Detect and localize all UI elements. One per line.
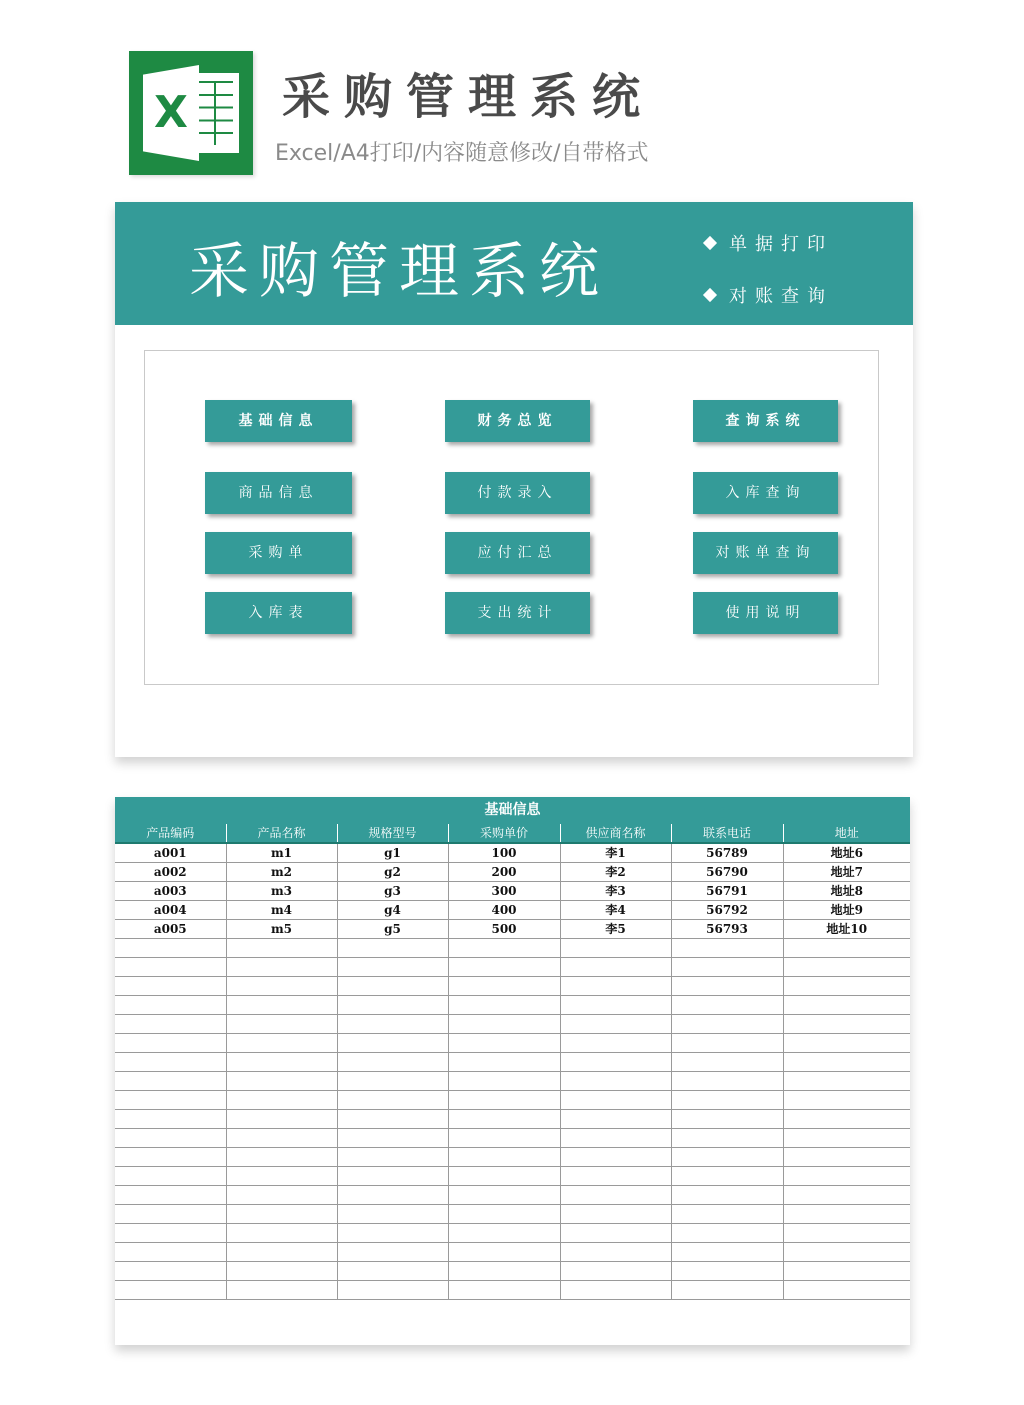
table-cell[interactable] [560,1186,671,1205]
column-header[interactable]: 规格型号 [337,824,448,843]
table-cell[interactable] [671,1053,783,1072]
table-cell[interactable]: 李1 [560,843,671,863]
table-cell[interactable] [560,1072,671,1091]
table-row-empty [115,1072,910,1091]
table-cell[interactable]: m3 [226,882,337,901]
table-cell[interactable] [448,1281,560,1300]
table-row-empty [115,1053,910,1072]
table-cell[interactable] [448,1091,560,1110]
table-cell[interactable] [671,1129,783,1148]
table-cell[interactable]: 地址7 [783,863,910,882]
table-cell[interactable] [671,1015,783,1034]
expense-statistics-button[interactable]: 支出统计 [445,592,590,634]
table-cell[interactable] [448,1186,560,1205]
table-cell[interactable] [337,1072,448,1091]
link-reconciliation-query[interactable] [705,282,833,308]
table-cell[interactable] [448,1167,560,1186]
table-cell[interactable] [671,1034,783,1053]
diamond-bullet-icon [703,288,717,302]
table-cell[interactable] [671,939,783,958]
column-header[interactable]: 地址 [783,824,910,843]
finance-overview-header-button[interactable]: 财务总览 [445,400,590,442]
table-cell[interactable] [337,958,448,977]
table-cell[interactable]: 56793 [671,920,783,939]
table-cell[interactable] [448,1224,560,1243]
product-info-button[interactable]: 商品信息 [205,472,352,514]
table-cell[interactable] [671,977,783,996]
table-cell[interactable] [448,1034,560,1053]
table-cell[interactable] [337,1167,448,1186]
table-cell[interactable] [226,1281,337,1300]
table-cell[interactable]: 56790 [671,863,783,882]
table-cell[interactable] [783,1186,910,1205]
table-cell[interactable] [226,1015,337,1034]
table-cell[interactable] [115,1167,226,1186]
table-cell[interactable] [115,1243,226,1262]
table-cell[interactable] [226,1243,337,1262]
table-row-empty [115,1129,910,1148]
table-cell[interactable] [671,996,783,1015]
table-cell[interactable]: 56791 [671,882,783,901]
table-cell[interactable] [337,1186,448,1205]
basic-info-header-button[interactable]: 基础信息 [205,400,352,442]
table-cell[interactable] [226,1129,337,1148]
table-cell[interactable] [337,1053,448,1072]
table-cell[interactable] [783,1281,910,1300]
table-cell[interactable]: 200 [448,863,560,882]
query-system-header-button[interactable]: 查询系统 [693,400,838,442]
table-cell[interactable] [226,1205,337,1224]
table-cell[interactable] [115,1072,226,1091]
sheet-title: 基础信息 [115,797,910,824]
payment-entry-button[interactable]: 付款录入 [445,472,590,514]
table-cell[interactable] [448,1262,560,1281]
table-row-empty [115,939,910,958]
basic-info-sheet [115,797,910,1345]
table-cell[interactable] [115,977,226,996]
table-cell[interactable]: 地址10 [783,920,910,939]
table-cell[interactable] [671,1167,783,1186]
table-cell[interactable]: 地址9 [783,901,910,920]
table-cell[interactable] [337,1129,448,1148]
table-row [115,882,910,901]
table-cell[interactable] [560,958,671,977]
table-cell[interactable] [115,1281,226,1300]
column-header[interactable]: 产品名称 [226,824,337,843]
table-cell[interactable] [448,1205,560,1224]
table-cell[interactable] [560,1129,671,1148]
table-row-empty [115,1034,910,1053]
column-header[interactable]: 供应商名称 [560,824,671,843]
table-cell[interactable] [337,1110,448,1129]
table-cell[interactable] [783,1129,910,1148]
table-cell[interactable] [337,1205,448,1224]
table-cell[interactable]: g2 [337,863,448,882]
table-cell[interactable]: a004 [115,901,226,920]
dashboard-banner [115,202,913,325]
table-cell[interactable] [115,1186,226,1205]
table-cell[interactable] [448,1129,560,1148]
table-cell[interactable] [448,958,560,977]
table-cell[interactable] [783,939,910,958]
table-cell[interactable] [226,1262,337,1281]
table-cell[interactable] [783,1262,910,1281]
table-cell[interactable] [783,1110,910,1129]
table-cell[interactable] [671,1110,783,1129]
table-cell[interactable] [560,1053,671,1072]
basic-info-table [115,824,910,1300]
table-cell[interactable] [560,1110,671,1129]
table-cell[interactable] [448,1015,560,1034]
table-cell[interactable]: a002 [115,863,226,882]
table-cell[interactable] [337,1148,448,1167]
table-cell[interactable] [226,1091,337,1110]
table-cell[interactable] [560,1148,671,1167]
table-cell[interactable] [671,1072,783,1091]
table-cell[interactable] [448,1072,560,1091]
table-cell[interactable] [783,1072,910,1091]
table-cell[interactable] [226,1186,337,1205]
table-cell[interactable] [560,1262,671,1281]
column-header[interactable]: 产品编码 [115,824,226,843]
table-cell[interactable]: g5 [337,920,448,939]
table-cell[interactable] [560,1091,671,1110]
table-cell[interactable] [671,1243,783,1262]
table-cell[interactable]: 56789 [671,843,783,863]
table-cell[interactable] [337,996,448,1015]
table-cell[interactable] [560,1167,671,1186]
table-cell[interactable]: 李2 [560,863,671,882]
table-row-empty [115,1281,910,1300]
table-cell[interactable] [226,1148,337,1167]
table-cell[interactable] [671,1281,783,1300]
table-cell[interactable] [115,1053,226,1072]
table-cell[interactable] [560,1224,671,1243]
table-cell[interactable] [783,1053,910,1072]
table-row-empty [115,1243,910,1262]
excel-x-letter: X [154,87,188,138]
table-row-empty [115,1262,910,1281]
table-cell[interactable] [783,996,910,1015]
table-row [115,843,910,863]
table-cell[interactable] [671,1148,783,1167]
table-cell[interactable] [783,1243,910,1262]
table-cell[interactable] [337,977,448,996]
dashboard-title: 采购管理系统 [189,237,609,307]
table-cell[interactable] [115,1148,226,1167]
diamond-bullet-icon [703,236,717,250]
table-cell[interactable]: m4 [226,901,337,920]
table-cell[interactable] [783,1148,910,1167]
table-row [115,901,910,920]
table-cell[interactable] [226,1072,337,1091]
table-cell[interactable]: m5 [226,920,337,939]
table-row-empty [115,996,910,1015]
table-cell[interactable]: 李3 [560,882,671,901]
excel-logo-icon [129,51,253,175]
table-row-empty [115,1224,910,1243]
table-cell[interactable] [560,1243,671,1262]
table-cell[interactable] [115,1091,226,1110]
table-cell[interactable]: 300 [448,882,560,901]
table-cell[interactable] [115,939,226,958]
table-cell[interactable] [115,1110,226,1129]
table-cell[interactable] [115,996,226,1015]
table-cell[interactable] [115,1129,226,1148]
table-cell[interactable] [115,1015,226,1034]
table-cell[interactable]: 100 [448,843,560,863]
table-row-empty [115,958,910,977]
table-cell[interactable] [783,1034,910,1053]
table-cell[interactable] [226,977,337,996]
statement-query-button[interactable]: 对账单查询 [693,532,838,574]
table-cell[interactable] [448,1148,560,1167]
table-cell[interactable] [671,1262,783,1281]
link-print-documents[interactable] [705,230,833,256]
table-cell[interactable] [448,977,560,996]
table-cell[interactable] [783,958,910,977]
table-cell[interactable]: a001 [115,843,226,863]
table-row [115,920,910,939]
table-cell[interactable] [783,1224,910,1243]
table-row [115,863,910,882]
table-cell[interactable] [783,977,910,996]
table-cell[interactable] [226,1053,337,1072]
table-row-empty [115,1167,910,1186]
table-cell[interactable]: 地址8 [783,882,910,901]
table-cell[interactable] [671,1186,783,1205]
table-header-row [115,824,910,843]
table-cell[interactable] [560,939,671,958]
table-cell[interactable]: g4 [337,901,448,920]
table-cell[interactable] [226,958,337,977]
table-cell[interactable] [560,1015,671,1034]
table-cell[interactable]: g3 [337,882,448,901]
table-row-empty [115,1110,910,1129]
table-cell[interactable]: a003 [115,882,226,901]
dashboard-panel [115,202,913,757]
table-cell[interactable] [226,1110,337,1129]
table-cell[interactable] [783,1205,910,1224]
table-cell[interactable] [448,939,560,958]
table-cell[interactable] [671,1091,783,1110]
table-cell[interactable]: 56792 [671,901,783,920]
table-row-empty [115,977,910,996]
table-cell[interactable]: m1 [226,843,337,863]
stock-in-table-button[interactable]: 入库表 [205,592,352,634]
table-cell[interactable] [226,996,337,1015]
table-cell[interactable] [783,1091,910,1110]
table-cell[interactable]: m2 [226,863,337,882]
table-cell[interactable] [115,1034,226,1053]
table-cell[interactable] [115,1224,226,1243]
column-header[interactable]: 采购单价 [448,824,560,843]
table-cell[interactable] [448,996,560,1015]
user-guide-button[interactable]: 使用说明 [693,592,838,634]
table-row-empty [115,1205,910,1224]
table-cell[interactable] [337,1281,448,1300]
table-cell[interactable]: 李5 [560,920,671,939]
column-header[interactable]: 联系电话 [671,824,783,843]
table-cell[interactable] [226,1167,337,1186]
table-cell[interactable] [783,1167,910,1186]
table-cell[interactable] [226,1224,337,1243]
table-cell[interactable] [560,996,671,1015]
table-cell[interactable]: 400 [448,901,560,920]
table-cell[interactable]: a005 [115,920,226,939]
table-cell[interactable] [337,1034,448,1053]
table-cell[interactable] [226,939,337,958]
table-cell[interactable] [448,1053,560,1072]
table-cell[interactable] [337,939,448,958]
table-cell[interactable] [337,1262,448,1281]
table-cell[interactable] [671,1224,783,1243]
table-cell[interactable] [783,1015,910,1034]
table-row-empty [115,1015,910,1034]
page-subtitle: Excel/A4打印/内容随意修改/自带格式 [275,141,649,166]
table-cell[interactable]: 李4 [560,901,671,920]
table-cell[interactable] [337,1243,448,1262]
table-cell[interactable] [448,1110,560,1129]
table-cell[interactable] [560,977,671,996]
table-cell[interactable] [115,1205,226,1224]
table-cell[interactable] [115,1262,226,1281]
table-row-empty [115,1148,910,1167]
table-cell[interactable]: 地址6 [783,843,910,863]
link-label: 单据打印 [729,234,833,255]
table-cell[interactable] [671,958,783,977]
table-cell[interactable] [448,1243,560,1262]
table-cell[interactable] [560,1034,671,1053]
table-cell[interactable] [115,958,226,977]
table-row-empty [115,1091,910,1110]
table-row-empty [115,1186,910,1205]
link-label: 对账查询 [729,286,833,307]
table-cell[interactable] [226,1034,337,1053]
table-cell[interactable] [337,1015,448,1034]
table-cell[interactable] [337,1224,448,1243]
table-body [115,843,910,1300]
table-cell[interactable]: g1 [337,843,448,863]
table-cell[interactable] [337,1091,448,1110]
table-cell[interactable]: 500 [448,920,560,939]
stock-in-query-button[interactable]: 入库查询 [693,472,838,514]
page-title: 采购管理系统 [282,69,655,125]
table-cell[interactable] [671,1205,783,1224]
table-cell[interactable] [560,1281,671,1300]
payables-summary-button[interactable]: 应付汇总 [445,532,590,574]
table-cell[interactable] [560,1205,671,1224]
purchase-order-button[interactable]: 采购单 [205,532,352,574]
